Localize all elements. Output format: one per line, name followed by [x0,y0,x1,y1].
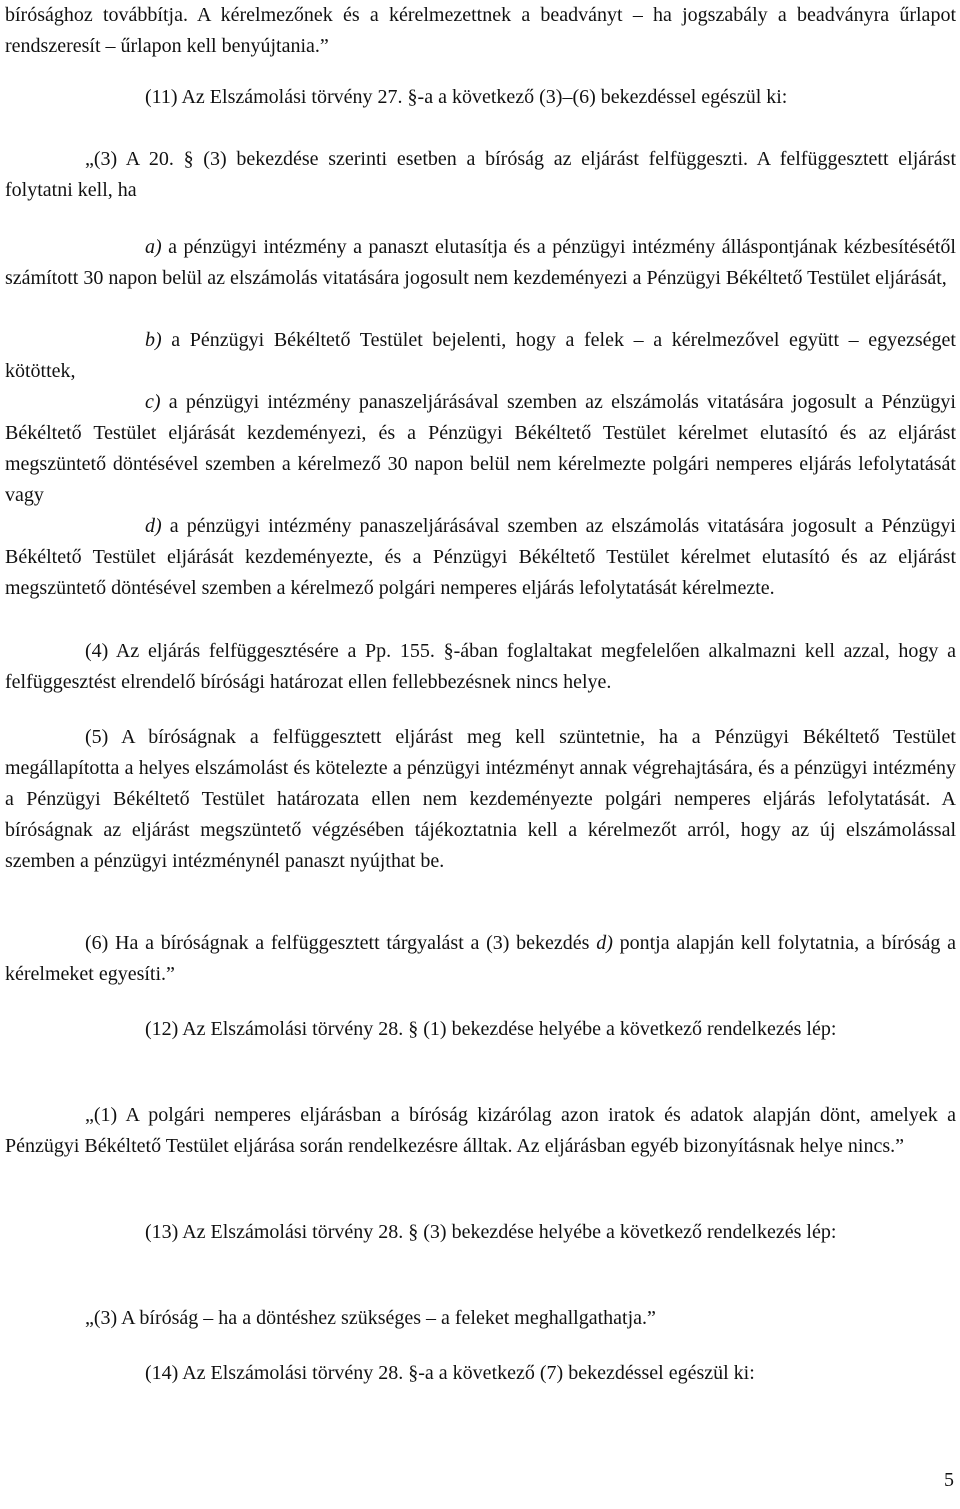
paragraph-continuation: bírósághoz továbbítja. A kérelmezőnek és a kérelmezettnek a beadványt – ha jogszabály a beadványra űrlapot rendszeresít – űrlapon kell benyújtania.” [5,4,956,57]
point-letter: a) [145,236,162,258]
page-number: 5 [944,1469,954,1491]
paragraph-amendment-14: (14) Az Elszámolási törvény 28. §-a a következő (7) bekezdéssel egészül ki: [145,1362,755,1384]
paragraph-amendment-12: (12) Az Elszámolási törvény 28. § (1) bekezdése helyébe a következő rendelkezés lép: [145,1018,837,1040]
paragraph-section-6: (6) Ha a bíróságnak a felfüggesztett tárgyalást a (3) bekezdés d) pontja alapján kell folytatnia, a bíróság a kérelmeket egyesíti.” [5,932,957,985]
point-letter: c) [145,391,161,413]
paragraph-quoted-3: „(3) A bíróság – ha a döntéshez szükséges – a feleket meghallgathatja.” [85,1307,656,1329]
point-letter: d) [145,515,162,537]
point-b: b) a Pénzügyi Békéltető Testület bejelenti, hogy a felek – a kérelmezővel együtt – egyezséget kötöttek, [5,329,956,382]
paragraph-section-4: (4) Az eljárás felfüggesztésére a Pp. 155. §-ában foglaltakat megfelelően alkalmazni kell azzal, hogy a felfüggesztést elrendelő bírósági határozat ellen fellebbezésnek nincs helye. [5,640,956,693]
point-a: a) a pénzügyi intézmény a panaszt elutasítja és a pénzügyi intézmény álláspontjának kézbesítésétől számított 30 napon belül az elszámolás vitatására jogosult nem kezdeményezi a Pénzügyi Békéltető Testület eljárását, [5,236,956,289]
point-letter: b) [145,329,162,351]
point-c: c) a pénzügyi intézmény panaszeljárásával szemben az elszámolás vitatására jogosult a Pénzügyi Békéltető Testület eljárását kezdeményezi, és a Pénzügyi Békéltető Testület kérelmet elutasító és az eljárást megszüntető döntésével szemben a kérelmező 30 napon belül nem kérelmezte polgári nemperes eljárás lefolytatását vagy [5,391,956,506]
paragraph-section-5: (5) A bíróságnak a felfüggesztett eljárást meg kell szüntetnie, ha a Pénzügyi Békéltető Testület megállapította a helyes elszámolást és kötelezte a pénzügyi intézményt annak végrehajtására, és a pénzügyi intézmény a Pénzügyi Békéltető Testület határozata ellen nem kezdeményezte polgári nemperes eljárás lefolytatását. A bíróságnak az eljárást megszüntető végzésében tájékoztatnia kell a kérelmezőt arról, hogy az új elszámolással szemben a pénzügyi intézménynél panaszt nyújthat be. [5,726,956,872]
point-d: d) a pénzügyi intézmény panaszeljárásával szemben az elszámolás vitatására jogosult a Pénzügyi Békéltető Testület eljárását kezdeményezte, és a Pénzügyi Békéltető Testület kérelmet elutasító és az eljárást megszüntető döntésével szemben a kérelmező polgári nemperes eljárás lefolytatását kérelmezte. [5,515,956,599]
paragraph-amendment-11: (11) Az Elszámolási törvény 27. §-a a következő (3)–(6) bekezdéssel egészül ki: [145,86,788,108]
paragraph-section-3: „(3) A 20. § (3) bekezdése szerinti esetben a bíróság az eljárást felfüggeszti. A felfüggesztett eljárást folytatni kell, ha [5,148,956,201]
paragraph-amendment-13: (13) Az Elszámolási törvény 28. § (3) bekezdése helyébe a következő rendelkezés lép: [145,1221,837,1243]
paragraph-quoted-1: „(1) A polgári nemperes eljárásban a bíróság kizárólag azon iratok és adatok alapján dönt, amelyek a Pénzügyi Békéltető Testület eljárása során rendelkezésre álltak. Az eljárásban egyéb bizonyításnak helye nincs.” [5,1104,956,1157]
